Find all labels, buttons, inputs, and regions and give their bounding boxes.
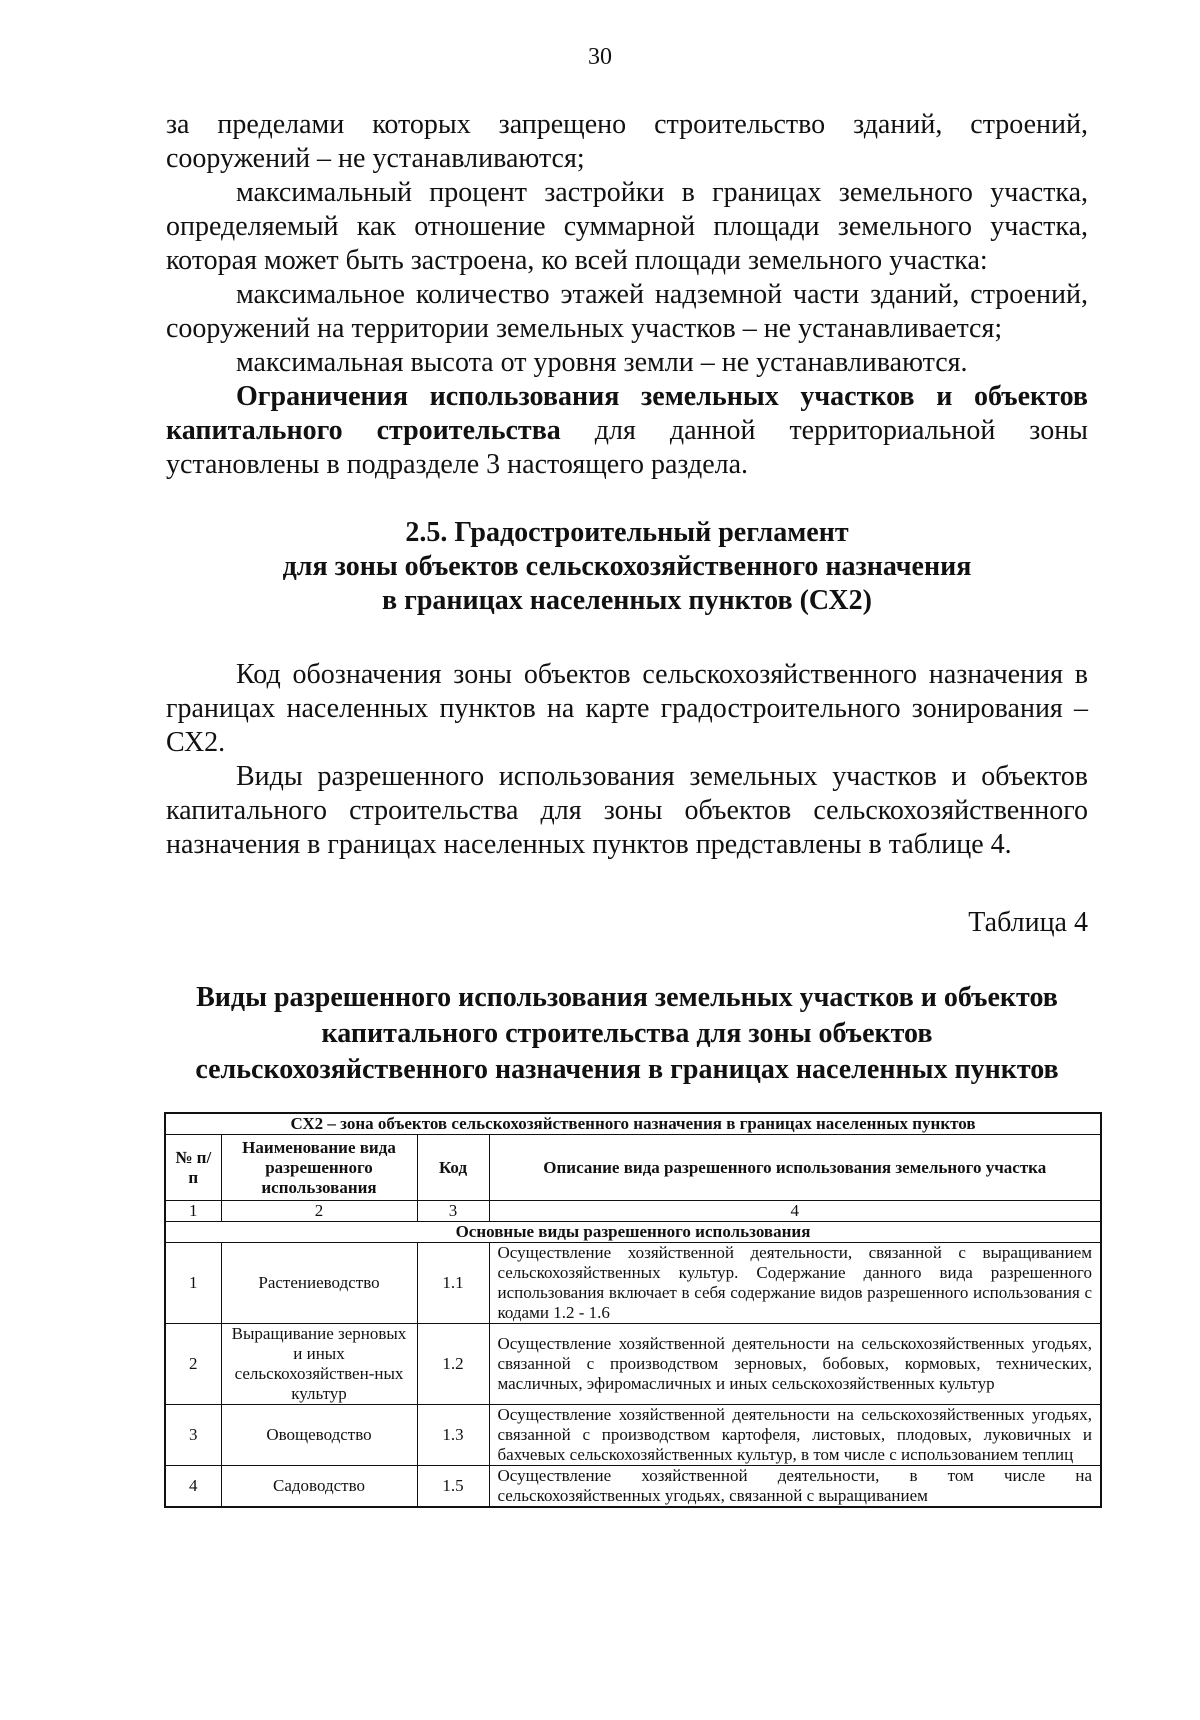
- row-desc: Осуществление хозяйственной деятельности на сельскохозяйственных угодьях, связанной с производством картофеля, листовых, плодовых, луковичных и бахчевых сельскохозяйственных культур, в том числе с использованием теплиц: [489, 1405, 1101, 1466]
- row-name: Выращивание зерновых и иных сельскохозяйствен-ных культур: [221, 1324, 417, 1405]
- row-code: 1.3: [417, 1405, 489, 1466]
- row-num: 1: [165, 1243, 221, 1324]
- column-number: 2: [221, 1201, 417, 1222]
- paragraph-4: максимальная высота от уровня земли – не устанавливаются.: [236, 347, 968, 378]
- group-header-row: [165, 1222, 1101, 1243]
- row-num: 3: [165, 1405, 221, 1466]
- header-code: Код: [417, 1135, 489, 1201]
- group-header-cell: Основные виды разрешенного использования: [165, 1222, 1101, 1243]
- paragraph-7: Виды разрешенного использования земельных участков и объектов капитального строительства для зоны объектов сельскохозяйственного назначения в границах населенных пунктов представлены в таблице 4.: [166, 761, 1088, 860]
- table-row: [165, 1405, 1101, 1466]
- land-use-table: [164, 1112, 1102, 1508]
- table-title: [166, 980, 1088, 1088]
- row-num: 4: [165, 1466, 221, 1508]
- row-name: Садоводство: [221, 1466, 417, 1508]
- table-row: [165, 1324, 1101, 1405]
- row-desc: Осуществление хозяйственной деятельности на сельскохозяйственных угодьях, связанной с производством зерновых, бобовых, кормовых, технических, масличных, эфиромасличных и иных сельскохозяйственных культур: [489, 1324, 1101, 1405]
- row-code: 1.2: [417, 1324, 489, 1405]
- section-heading-line-2: для зоны объектов сельскохозяйственного назначения: [282, 551, 972, 582]
- row-num: 2: [165, 1324, 221, 1405]
- row-name: Овощеводство: [221, 1405, 417, 1466]
- paragraph-3: максимальное количество этажей надземной части зданий, строений, сооружений на территории земельных участков – не устанавливается;: [166, 279, 1088, 344]
- row-code: 1.5: [417, 1466, 489, 1508]
- zone-header-cell: СХ2 – зона объектов сельскохозяйственного назначения в границах населенных пунктов: [165, 1113, 1101, 1135]
- table-label: Таблица 4: [968, 907, 1088, 938]
- paragraph-2: максимальный процент застройки в границах земельного участка, определяемый как отношение суммарной площади земельного участка, которая может быть застроена, ко всей площади земельного участка:: [166, 177, 1088, 276]
- paragraph-1: за пределами которых запрещено строительство зданий, строений, сооружений – не устанавливаются;: [166, 109, 1088, 174]
- paragraph-5: [166, 380, 1088, 482]
- header-desc: Описание вида разрешенного использования земельного участка: [489, 1135, 1101, 1201]
- column-number-row: [165, 1201, 1101, 1222]
- table-title-line-2: капитального строительства для зоны объектов: [321, 1018, 933, 1049]
- row-code: 1.1: [417, 1243, 489, 1324]
- table-title-line-3: сельскохозяйственного назначения в границах населенных пунктов: [195, 1054, 1059, 1085]
- row-name: Растениеводство: [221, 1243, 417, 1324]
- table-row: [165, 1243, 1101, 1324]
- section-heading-line-3: в границах населенных пунктов (СХ2): [382, 585, 872, 616]
- paragraph-5-rest: для данной территориальной зоны установлены в подразделе 3 настоящего раздела.: [166, 415, 1088, 480]
- table-row: [165, 1466, 1101, 1508]
- column-number: 1: [165, 1201, 221, 1222]
- zone-header-row: [165, 1113, 1101, 1135]
- section-heading-line-1: 2.5. Градостроительный регламент: [405, 517, 849, 548]
- page-number: 30: [588, 44, 612, 70]
- row-desc: Осуществление хозяйственной деятельности, связанной с выращиванием сельскохозяйственных культур. Содержание данного вида разрешенного использования включает в себя содержание видов разрешенного использования с кодами 1.2 - 1.6: [489, 1243, 1101, 1324]
- document-body: [166, 108, 1092, 1508]
- table-title-line-1: Виды разрешенного использования земельных участков и объектов: [196, 982, 1058, 1013]
- header-num: № п/п: [165, 1135, 221, 1201]
- section-heading: [166, 516, 1088, 618]
- column-number: 4: [489, 1201, 1101, 1222]
- column-number: 3: [417, 1201, 489, 1222]
- header-name: Наименование вида разрешенного использования: [221, 1135, 417, 1201]
- row-desc: Осуществление хозяйственной деятельности, в том числе на сельскохозяйственных угодьях, связанной с выращиванием: [489, 1466, 1101, 1508]
- column-header-row: [165, 1135, 1101, 1201]
- paragraph-6: Код обозначения зоны объектов сельскохозяйственного назначения в границах населенных пунктов на карте градостроительного зонирования – СХ2.: [166, 659, 1088, 758]
- paragraph-5-bold: Ограничения использования земельных участков и объектов капитального строительства: [166, 381, 1088, 446]
